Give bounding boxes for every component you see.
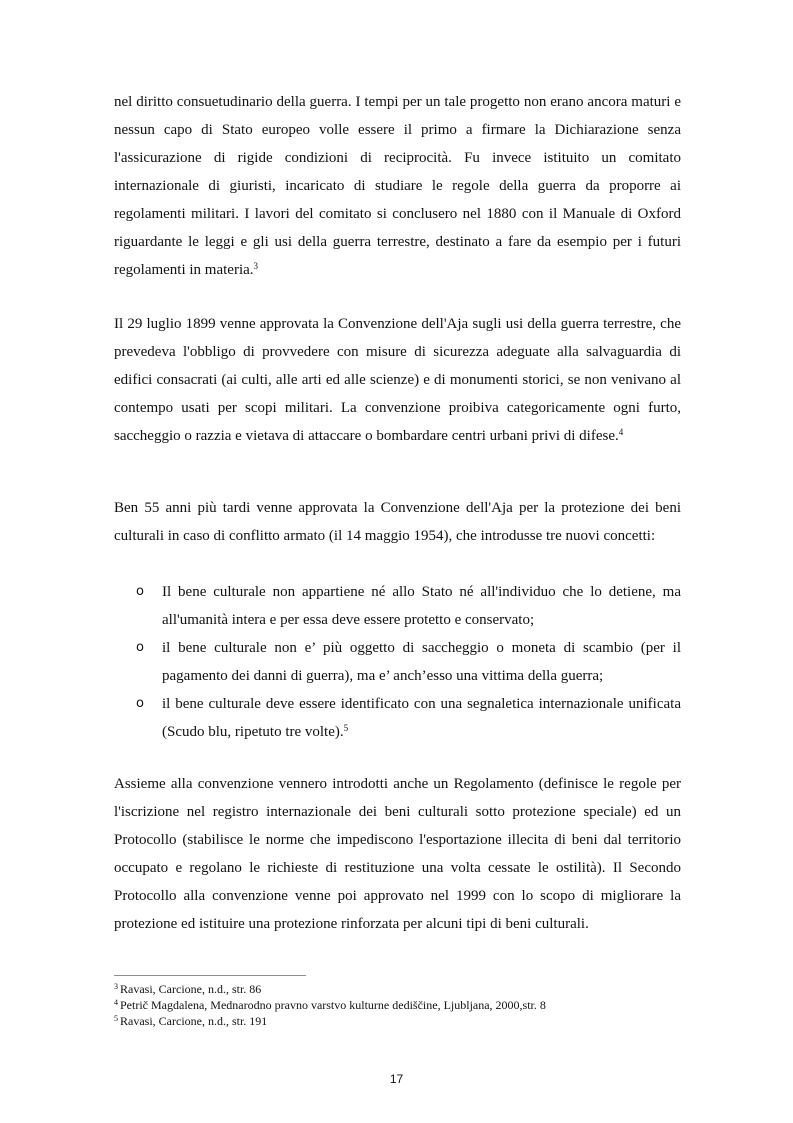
footnote-text: Ravasi, Carcione, n.d., str. 86 [120,982,262,996]
paragraph-1 [114,88,681,284]
concepts-list [114,578,681,746]
list-item [114,578,681,634]
footnote-item [114,997,681,1013]
list-bullet-icon: o [136,696,144,711]
paragraph-4-text: Assieme alla convenzione vennero introdotti anche un Regolamento (definisce le regole per l'iscrizione nel registro internazionale dei beni culturali sotto protezione speciale) ed un Protocollo (stabilisce le norme che impediscono l'esportazione illecita di beni dal territorio occupato e regolano le richieste di restituzione una volta cessate le ostilità). Il Secondo Protocollo alla convenzione venne poi approvato nel 1999 con lo scopo di migliorare la protezione ed istituire una protezione rinforzata per alcuni tipi di beni culturali. [114,776,681,932]
footnote-ref-5[interactable]: 5 [343,723,349,733]
footnote-separator [114,975,306,976]
page-number: 17 [389,1072,404,1086]
footnote-item [114,981,681,997]
paragraph-4 [114,770,681,938]
footnote-ref-4[interactable]: 4 [618,427,624,437]
paragraph-3-text: Ben 55 anni più tardi venne approvata la Convenzione dell'Aja per la protezione dei beni culturali in caso di conflitto armato (il 14 maggio 1954), che introdusse tre nuovi concetti: [114,500,681,544]
list-item-text: Il bene culturale non appartiene né allo Stato né all'individuo che lo detiene, ma all'umanità intera e per essa deve essere protetto e conservato; [162,584,681,628]
footnote-ref-3[interactable]: 3 [253,261,259,271]
paragraph-1-text: nel diritto consuetudinario della guerra. I tempi per un tale progetto non erano ancora maturi e nessun capo di Stato europeo volle essere il primo a firmare la Dichiarazione senza l'assicurazione di rigide condizioni di reciprocità. Fu invece istituito un comitato internazionale di giuristi, incaricato di studiare le regole della guerra da proporre ai regolamenti militari. I lavori del comitato si conclusero nel 1880 con il Manuale di Oxford riguardante le leggi e gli usi della guerra terrestre, destinato a fare da esempio per i futuri regolamenti in materia. [114,94,681,278]
list-item [114,690,681,746]
footnote-text: Petrič Magdalena, Mednarodno pravno varstvo kulturne dediščine, Ljubljana, 2000,str. 8 [120,998,546,1012]
footnote-item [114,1013,681,1029]
list-bullet-icon: o [136,584,144,599]
footnote-number: 5 [114,1014,118,1023]
list-item-text: il bene culturale deve essere identificato con una segnaletica internazionale unificata (Scudo blu, ripetuto tre volte). [162,696,681,740]
footnote-number: 3 [114,982,118,991]
paragraph-3 [114,494,681,550]
footnote-number: 4 [114,998,118,1007]
list-item-text: il bene culturale non e’ più oggetto di saccheggio o moneta di scambio (per il pagamento dei danni di guerra), ma e’ anch’esso una vittima della guerra; [162,640,681,684]
paragraph-2-text: Il 29 luglio 1899 venne approvata la Convenzione dell'Aja sugli usi della guerra terrestre, che prevedeva l'obbligo di provvedere con misure di sicurezza adeguate alla salvaguardia di edifici consacrati (ai culti, alle arti ed alle scienze) e di monumenti storici, se non venivano al contempo usati per scopi militari. La convenzione proibiva categoricamente ogni furto, saccheggio o razzia e vietava di attaccare o bombardare centri urbani privi di difese. [114,316,681,444]
footnotes [114,981,681,1029]
footnote-text: Ravasi, Carcione, n.d., str. 191 [120,1014,268,1028]
list-item [114,634,681,690]
list-bullet-icon: o [136,640,144,655]
paragraph-2 [114,310,681,450]
